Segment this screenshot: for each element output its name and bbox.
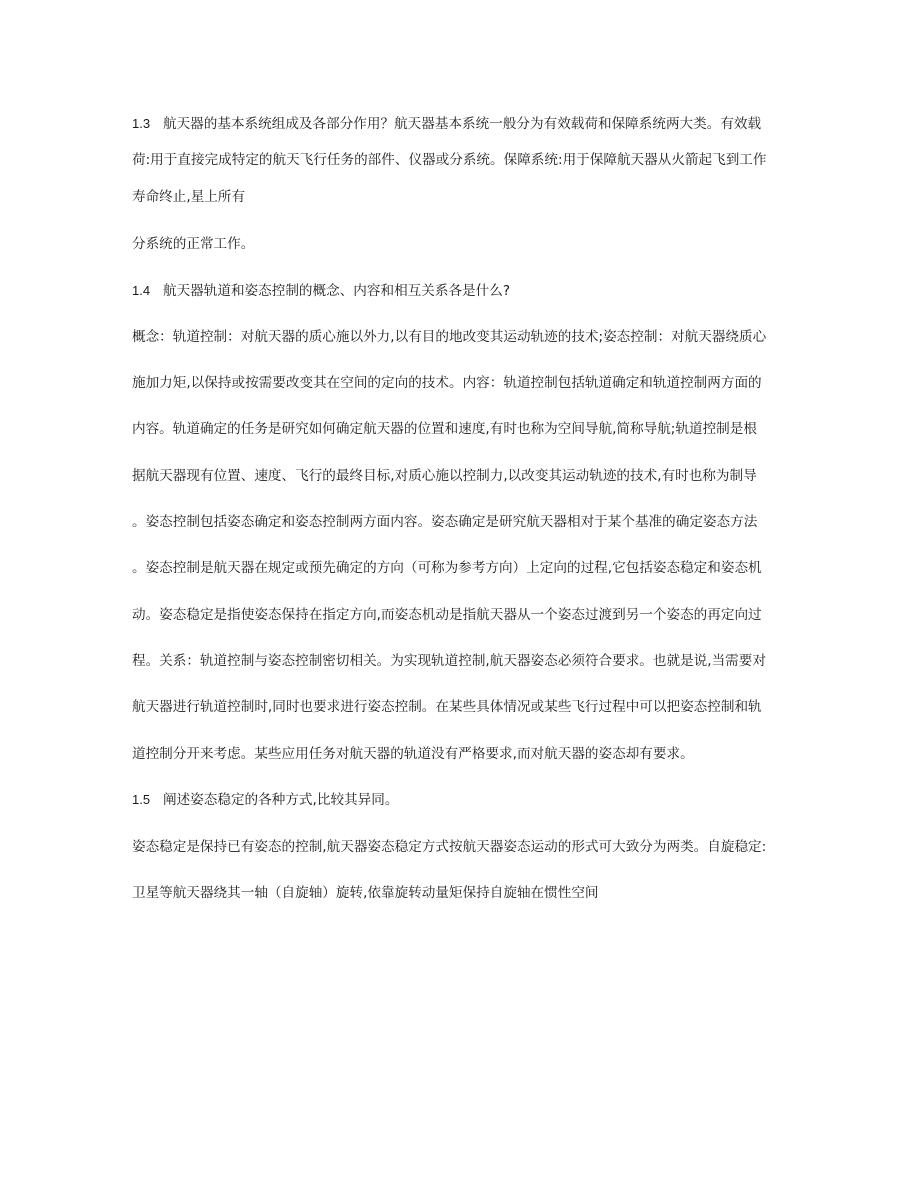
line-text: 姿态稳定是保持已有姿态的控制,航天器姿态稳定方式按航天器姿态运动的形式可大致分为两类。自旋稳定: bbox=[132, 839, 767, 855]
text-line bbox=[132, 698, 804, 716]
text-line bbox=[132, 745, 804, 763]
text-line bbox=[132, 884, 804, 902]
text-line bbox=[132, 652, 804, 670]
line-text: 荷:用于直接完成特定的航天飞行任务的部件、仪器或分系统。保障系统:用于保障航天器从火箭起飞到工作 bbox=[132, 152, 767, 168]
text-line bbox=[132, 838, 804, 856]
line-text: 内容。轨道确定的任务是研究如何确定航天器的位置和速度,有时也称为空间导航,简称导航;轨道控制是根 bbox=[132, 421, 757, 437]
line-text: 道控制分开来考虑。某些应用任务对航天器的轨道没有严格要求,而对航天器的姿态却有要求。 bbox=[132, 746, 694, 762]
line-text: 阐述姿态稳定的各种方式,比较其异同。 bbox=[163, 792, 399, 808]
line-text: 卫星等航天器绕其一轴（自旋轴）旋转,依靠旋转动量矩保持自旋轴在惯性空间 bbox=[132, 885, 599, 901]
text-line bbox=[132, 188, 804, 206]
text-line bbox=[132, 115, 804, 133]
line-text: 航天器轨道和姿态控制的概念、内容和相互关系各是什么? bbox=[163, 283, 511, 299]
text-line bbox=[132, 467, 804, 485]
text-line bbox=[132, 791, 804, 809]
line-text: 施加力矩,以保持或按需要改变其在空间的定向的技术。内容：轨道控制包括轨道确定和轨道控制两方面的 bbox=[132, 375, 762, 391]
text-line bbox=[132, 282, 804, 300]
text-line bbox=[132, 151, 804, 169]
line-text: 寿命终止,星上所有 bbox=[132, 189, 246, 205]
line-text: 。姿态控制包括姿态确定和姿态控制两方面内容。姿态确定是研究航天器相对于某个基准的确定姿态方法 bbox=[132, 514, 758, 530]
text-line bbox=[132, 513, 804, 531]
line-text: 航天器的基本系统组成及各部分作用？航天器基本系统一般分为有效载荷和保障系统两大类。有效载 bbox=[163, 116, 762, 132]
line-text: 程。关系：轨道控制与姿态控制密切相关。为实现轨道控制,航天器姿态必须符合要求。也就是说,当需要对 bbox=[132, 653, 766, 669]
section-number: 1.4 bbox=[132, 283, 151, 298]
text-line bbox=[132, 420, 804, 438]
line-text: 据航天器现有位置、速度、飞行的最终目标,对质心施以控制力,以改变其运动轨迹的技术,有时也称为制导 bbox=[132, 468, 757, 484]
text-line bbox=[132, 328, 804, 346]
line-text: 概念：轨道控制：对航天器的质心施以外力,以有目的地改变其运动轨迹的技术;姿态控制：对航天器绕质心 bbox=[132, 329, 767, 345]
text-line bbox=[132, 559, 804, 577]
line-text: 。姿态控制是航天器在规定或预先确定的方向（可称为参考方向）上定向的过程,它包括姿态稳定和姿态机 bbox=[132, 560, 762, 576]
line-text: 动。姿态稳定是指使姿态保持在指定方向,而姿态机动是指航天器从一个姿态过渡到另一个姿态的再定向过 bbox=[132, 607, 762, 623]
line-text: 分系统的正常工作。 bbox=[132, 236, 255, 252]
text-line bbox=[132, 374, 804, 392]
text-line bbox=[132, 606, 804, 624]
section-number: 1.5 bbox=[132, 792, 151, 807]
section-number: 1.3 bbox=[132, 116, 151, 131]
text-line bbox=[132, 235, 804, 253]
line-text: 航天器进行轨道控制时,同时也要求进行姿态控制。在某些具体情况或某些飞行过程中可以把姿态控制和轨 bbox=[132, 699, 762, 715]
